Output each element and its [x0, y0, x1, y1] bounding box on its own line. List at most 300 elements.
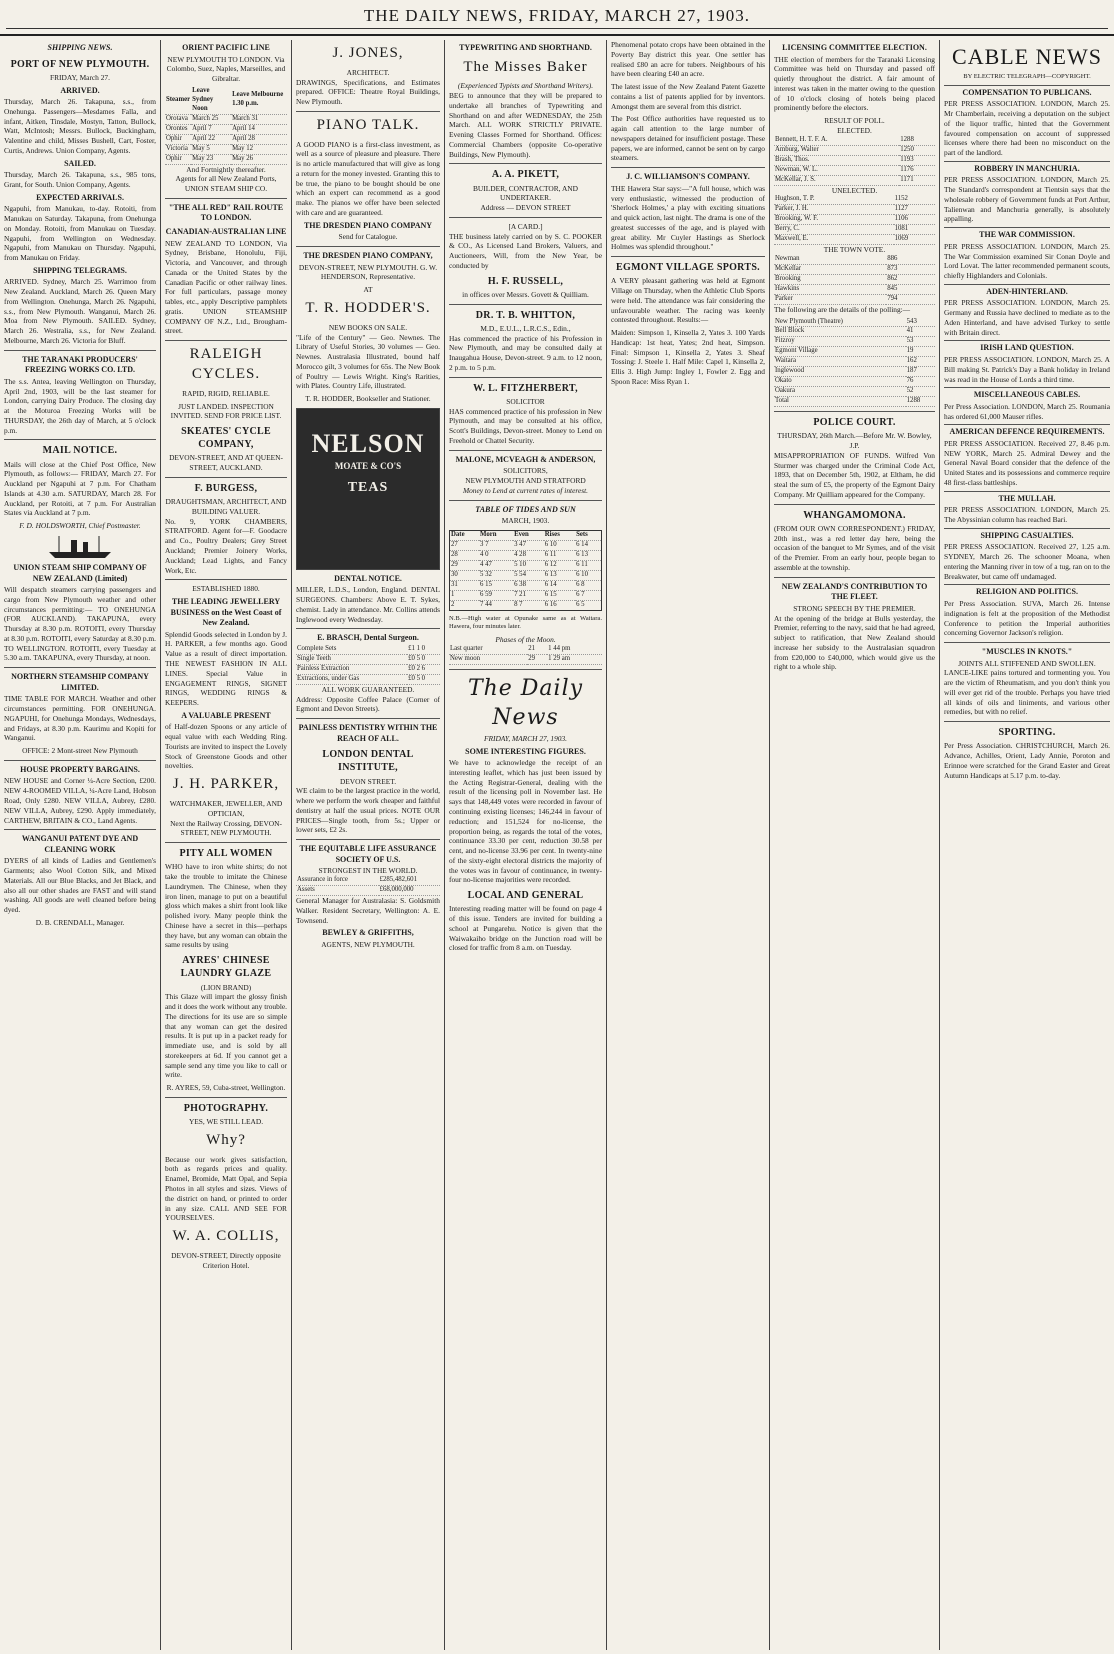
ayres-heading: AYRES' CHINESE LAUNDRY GLAZE — [180, 955, 272, 980]
cable-section — [944, 387, 1110, 421]
table-cell: 1152 — [894, 195, 935, 204]
table-cell: 41 — [906, 327, 935, 337]
text-top: Phenomenal potato crops have been obtained in the Poverty Bay district this year. One settler has realised £80 an acre for tubers. Neighbours of his have been clearing £40 an acre. — [611, 40, 765, 79]
expected-heading: EXPECTED ARRIVALS. — [36, 192, 124, 202]
piano-text: A GOOD PIANO is a first-class investment, as well as a source of pleasure and pleasure. There is no article manufactured that will give as long a return for the money invested. Granting this to be true, the piano to be bought should be one which an expert can recommend as a good make. The pianos we offer have been selected with care and are guaranteed. — [296, 139, 440, 218]
table-cell: 6 59 — [479, 590, 513, 600]
table-cell: Waitara — [774, 357, 906, 367]
tides-heading: TABLE OF TIDES AND SUN — [475, 504, 576, 514]
cable-section — [944, 340, 1110, 384]
orient-agent: Agents for all New Zealand Ports, UNION STEAM SHIP CO. — [175, 174, 277, 194]
townvote-row — [774, 274, 935, 284]
malone-address: NEW PLYMOUTH AND STRATFORD — [465, 476, 586, 486]
table-cell: Assets — [296, 886, 379, 896]
tides-column-header: Rises — [544, 530, 575, 540]
table-cell: Orotava — [165, 114, 191, 124]
tides-note: N.B.—High water at Opunake same as at Waitara. Hawera, four minutes later. — [449, 614, 602, 631]
orient-column-header: Steamer — [165, 87, 191, 114]
cable-section — [944, 424, 1110, 487]
williamson-text: THE Hawera Star says:—"A full house, which was very enthusiastic, witnessed the production of 'Sherlock Holmes,' a play with exciting situations and quick action, last night. The drama is one of the greatest successes of the age, and is played with great ability. Mr Cuyler Hastings as Sherlock Holmes was splendid throughout." — [611, 183, 765, 252]
townvote-heading: THE TOWN VOTE. — [823, 245, 886, 255]
table-cell: 31 — [450, 580, 479, 590]
booth-row — [774, 357, 935, 367]
tides-month: MARCH, 1903. — [501, 516, 550, 526]
dye-sign: D. B. CRENDALL, Manager. — [35, 917, 125, 927]
orient-table-head — [165, 87, 287, 114]
table-cell: Okato — [774, 377, 906, 387]
mail-sign: F. D. HOLDSWORTH, Chief Postmaster. — [19, 521, 141, 531]
divider — [4, 829, 156, 830]
orient-sub: NEW PLYMOUTH TO LONDON. Via Colombo, Suez, Naples, Marseilles, and Gibraltar. — [166, 54, 286, 84]
table-cell: 1069 — [894, 235, 935, 245]
tides-row — [450, 600, 602, 610]
divider — [944, 642, 1110, 643]
masthead-rule — [6, 28, 1108, 29]
elected-label: ELECTED. — [837, 125, 872, 135]
ayres-text: This Glaze will impart the glossy finish and it does the work without any trouble. The directions for its use are so simple that any woman can get the desired results. It is put up in a packet ready for immediate use, and is sold by all storekeepers at 6d. If you cannot get a sample send any time you like to call or write. — [165, 992, 287, 1080]
table-cell: 4 28 — [513, 550, 544, 560]
orient-row — [165, 154, 287, 164]
booth-total-value: 1288 — [906, 397, 935, 407]
table-cell: Brash, Thos. — [774, 155, 899, 165]
table-cell: 21 — [527, 645, 547, 654]
table-cell: £68,000,000 — [379, 886, 440, 896]
divider — [449, 500, 602, 501]
table-cell: 4 47 — [479, 560, 513, 570]
orient-row — [165, 134, 287, 144]
cable-section-text: PER PRESS ASSOCIATION. LONDON, March 25. The Abyssinian column has reached Bari. — [944, 505, 1110, 525]
divider — [296, 839, 440, 840]
table-cell: Parker, J. H. — [774, 205, 894, 215]
skeates-address: DEVON-STREET, AND AT QUEEN-STREET, AUCKLAND. — [169, 453, 283, 473]
dresden2-heading: THE DRESDEN PIANO COMPANY, — [303, 251, 433, 261]
cable-section-heading: IRISH LAND QUESTION. — [944, 340, 1110, 354]
table-cell: Victoria — [165, 144, 191, 154]
table-cell: 187 — [906, 367, 935, 377]
table-cell: 845 — [886, 284, 935, 294]
table-cell: 6 38 — [513, 580, 544, 590]
pikett-address: Address — DEVON STREET — [480, 203, 571, 213]
brasch-note: ALL WORK GUARANTEED. — [321, 684, 415, 694]
taranaki-heading: THE TARANAKI PRODUCERS' FREEZING WORKS CO. LTD. — [22, 354, 138, 375]
arrived-text: Thursday, March 26. Takapuna, s.s., from Onehunga. Passengers—Mesdames Falla, and infant, Aitken, Tinsdale, Mostyn, Tatton, Bullock, Watt, McIntosh; Messrs. Bullock, Buckingham, Valentine and child, Misses Bushell, Cart, Foster, Curtis, Andrews. Union Company, Agents. — [4, 97, 156, 155]
booth-total-row — [774, 397, 935, 407]
table-cell: March 31 — [231, 114, 287, 124]
brasch-price-row — [296, 674, 440, 684]
institute-heading: LONDON DENTAL INSTITUTE, — [322, 749, 414, 774]
equitable-row — [296, 886, 440, 896]
table-cell: 6 11 — [544, 550, 575, 560]
table-cell: Maxwell, E. — [774, 235, 894, 245]
established-line: ESTABLISHED 1880. — [192, 584, 260, 594]
column-2 — [160, 40, 291, 1650]
divider — [165, 842, 287, 843]
townvote-row — [774, 294, 935, 304]
steamship-icon — [45, 534, 115, 560]
table-cell: 2 — [450, 600, 479, 610]
raleigh-words: RAPID, RIGID, RELIABLE. — [182, 388, 270, 398]
fitz-heading: W. L. FITZHERBERT, — [473, 382, 578, 394]
orient-heading: ORIENT PACIFIC LINE — [182, 43, 270, 52]
townvote-row — [774, 264, 935, 274]
unelected-row — [774, 215, 935, 225]
tides-table — [449, 530, 602, 611]
hodder-at: AT — [363, 285, 373, 295]
parker-address: Next the Railway Crossing, DEVON-STREET, NEW PLYMOUTH. — [170, 818, 282, 838]
police-text: MISAPPROPRIATION OF FUNDS. Wilfred Von Sturmer was charged under the Criminal Code Act, 1893, that on December 5th, 1902, at Eltham, he did steal the sum of £5, the property of the Egmont Dairy Company. Mr Quilliam appeared for the Company. — [774, 450, 935, 499]
cable-heading: CABLE NEWS — [952, 44, 1102, 69]
house-heading: HOUSE PROPERTY BARGAINS. — [20, 764, 140, 774]
burgess-heading: F. BURGESS, — [194, 482, 258, 494]
divider — [296, 111, 440, 112]
booth-total-label: Total — [774, 397, 906, 407]
unelected-row — [774, 195, 935, 204]
table-cell: 6 14 — [544, 580, 575, 590]
paper-date: FRIDAY, MARCH 27, 1903. — [483, 733, 568, 743]
table-cell: 6 16 — [544, 600, 575, 610]
table-cell: 886 — [886, 255, 935, 264]
russell-heading: H. F. RUSSELL, — [487, 275, 564, 287]
card-heading: [A CARD.] — [508, 221, 543, 231]
booth-row — [774, 337, 935, 347]
elected-row — [774, 155, 935, 165]
table-cell: 28 — [450, 550, 479, 560]
burgess-text: No. 9, YORK CHAMBERS, STRATFORD. Agent for—F. Goodacre and Co., Poultry Dealers; Grey Street Auckland; Premier Joinery Works, Auckland; Lead Lights, and Fancy Work, Etc. — [165, 516, 287, 575]
divider — [296, 246, 440, 247]
photo-sub: YES, WE STILL LEAD. — [188, 1117, 264, 1127]
table-cell: 1 44 pm — [547, 645, 602, 654]
table-cell: 27 — [450, 540, 479, 550]
knots-sub: JOINTS ALL STIFFENED AND SWOLLEN. — [958, 658, 1096, 668]
orient-row — [165, 114, 287, 124]
table-cell: McKellar — [774, 264, 886, 274]
elected-table — [774, 136, 935, 186]
tides-table-body — [450, 540, 602, 610]
divider — [165, 579, 287, 580]
brasch-price-row — [296, 654, 440, 664]
raleigh-heading: RALEIGH CYCLES. — [189, 346, 263, 382]
egmont-results: Maiden: Simpson 1, Kinsella 2, Yates 3. 100 Yards Handicap: 1st heat, Yates; 2nd heat, Simpson. Final: Simpson 1, Kinsella 2, Yates 3. Sheaf Tossing: J. Steele 1. Half Mile: Capel 1, Kinsella 2, Ellis 3. High Jump: Ingley 1, Fowler 2. Egg and Spoon Race: Miss Ryan 1. — [611, 328, 765, 386]
egmont-text: A VERY pleasant gathering was held at Egmont Village on Thursday, when the Athletic Club Sports were held. The attendance was fair considering the unfavourable weather. The racing was keenly contested throughout. Results:— — [611, 276, 765, 325]
table-cell: Bennett, H. T. F. A. — [774, 136, 899, 145]
cable-section-text: PER PRESS ASSOCIATION. LONDON, March 25. Germany and Russia have declined to mediate as to the Aden Hinterland, and have advised Turkey to settle with Britain direct. — [944, 298, 1110, 337]
townvote-row — [774, 284, 935, 294]
table-cell: Berry, C. — [774, 225, 894, 235]
table-cell: May 5 — [191, 144, 231, 154]
cable-section-heading: THE MULLAH. — [944, 491, 1110, 505]
booth-table — [774, 318, 935, 408]
table-cell: Complete Sets — [296, 645, 407, 654]
dresden-text: Send for Catalogue. — [338, 232, 398, 242]
present-text: of Half-dozen Spoons or any article of equal value with each Wedding Ring. Tourists are invited to inspect the Lovely Stock of Greenstone Goods and other novelties. — [165, 722, 287, 771]
masthead-title: THE DAILY NEWS, FRIDAY, MARCH 27, 1903. — [363, 6, 751, 25]
sporting-text: Per Press Association. CHRISTCHURCH, March 26. Advance, Achilles, Orient, Lady Annie, Poroton and Erinnoe were scratched for the Grand Easter and Great Autumn Handicaps at 5.17 p.m. to-day. — [944, 741, 1110, 780]
skeates-heading: SKEATES' CYCLE COMPANY, — [181, 426, 271, 451]
cable-section-heading: AMERICAN DEFENCE REQUIREMENTS. — [944, 424, 1110, 438]
hodder-sign: T. R. HODDER, Bookseller and Stationer. — [305, 394, 431, 404]
orient-column-header: Leave Sydney Noon — [191, 87, 231, 114]
cable-section-text: Per Press Association. LONDON, March 25. Roumania has ordered 61,000 Mauser rifles. — [944, 401, 1110, 421]
table-cell: Last quarter — [449, 645, 527, 654]
fitz-text: HAS commenced practice of his profession in New Plymouth, and may be consulted at his office, Scott's Buildings, Devon-street. Money to Lend on Freehold or Chattel Security. — [449, 406, 602, 445]
local-heading: LOCAL AND GENERAL — [467, 890, 584, 902]
table-cell: 1171 — [899, 175, 935, 185]
tides-column-header: Sets — [575, 530, 601, 540]
divider — [449, 163, 602, 164]
table-cell: 19 — [906, 347, 935, 357]
nelson-logo-text: NELSON — [311, 428, 425, 458]
whitton-sub: M.D., E.U.L., L.R.C.S., Edin., — [480, 323, 571, 333]
column-1 — [0, 40, 160, 1650]
knots-heading: "MUSCLES IN KNOTS." — [981, 647, 1073, 657]
orient-table — [165, 87, 287, 165]
table-cell: Extractions, under Gas — [296, 674, 407, 684]
contribution-text: At the opening of the bridge at Bulls yesterday, the Premier, referring to the navy, said that he had agreed, subject to ratification, that New Zealand should increase her subsidy to the Australasian squadron from £20,000 to £40,000, which would give us the right to a whole ship. — [774, 613, 935, 672]
booth-row — [774, 387, 935, 397]
photo-why: Why? — [206, 1131, 246, 1148]
cable-section-heading: THE WAR COMMISSION. — [944, 227, 1110, 241]
table-cell: Amburg, Walter — [774, 145, 899, 155]
jones-heading: J. JONES, — [332, 45, 404, 61]
table-cell: £1 1 0 — [407, 645, 440, 654]
dresden-heading: THE DRESDEN PIANO COMPANY — [303, 220, 433, 230]
telegrams-text: ARRIVED. Sydney, March 25. Warrimoo from New Zealand. Auckland, March 26. Queen Mary from Wellington. Onehunga, March 26. Ngapuhi, s.s., from New Plymouth. Wanganui, March 26. Moa from New Plymouth. SAILED. Sydney, March 26. Westralia, s.s., for New Zealand. Melbourne, March 26. Victoria for Bluff. — [4, 277, 156, 345]
brasch-address: Address: Opposite Coffee Palace (Corner of Egmont and Devon Streets). — [296, 694, 440, 714]
orient-note: And Fortnightly thereafter. — [186, 164, 266, 174]
moon-table — [449, 645, 602, 665]
malone-heading: MALONE, MCVEAGH & ANDERSON, — [455, 454, 596, 464]
tides-row — [450, 580, 602, 590]
egmont-heading: EGMONT VILLAGE SPORTS. — [616, 262, 760, 274]
orient-row — [165, 124, 287, 134]
cable-section — [944, 491, 1110, 525]
booth-row — [774, 347, 935, 357]
cable-section-heading: SHIPPING CASUALTIES. — [944, 528, 1110, 542]
port-heading: PORT OF NEW PLYMOUTH. — [10, 58, 150, 70]
sailed-heading: SAILED. — [64, 158, 96, 168]
police-heading: POLICE COURT. — [813, 417, 896, 429]
column-5 — [606, 40, 769, 1650]
photo-text: Because our work gives satisfaction, both as regards prices and quality. Enamel, Bromide, Matt Opal, and Sepia Photos in all styles and sizes. Views of the district on hand, or printed to order in any size. CALL AND SEE FOR YOURSELVES. — [165, 1154, 287, 1223]
brasch-heading: E. BRASCH, Dental Surgeon. — [317, 633, 419, 643]
usc-heading: UNION STEAM SHIP COMPANY OF NEW ZEALAND (Limited) — [13, 563, 147, 583]
divider — [165, 477, 287, 478]
arrived-heading: ARRIVED. — [60, 85, 100, 95]
cable-section — [944, 528, 1110, 582]
table-cell: Fitzroy — [774, 337, 906, 347]
divider — [296, 628, 440, 629]
cable-sections — [944, 85, 1110, 638]
table-cell: 162 — [906, 357, 935, 367]
dye-heading: WANGANUI PATENT DYE AND CLEANING WORK — [21, 834, 139, 854]
whitton-text: Has commenced the practice of his Profession in New Plymouth, and may be consulted daily at Inaugahua House, Devon-street. 9 a.m. to 12 noon, 2 p.m. to 5 p.m. — [449, 333, 602, 372]
table-cell: 6 11 — [575, 560, 601, 570]
table-cell: May 23 — [191, 154, 231, 164]
pity-heading: PITY ALL WOMEN — [179, 848, 273, 860]
table-cell: 6 10 — [575, 570, 601, 580]
table-cell: 5 54 — [513, 570, 544, 580]
table-cell: Brooking, W. F. — [774, 215, 894, 225]
divider — [4, 439, 156, 440]
photo-heading: PHOTOGRAPHY. — [183, 1102, 269, 1114]
divider — [449, 304, 602, 305]
table-cell: April 14 — [231, 124, 287, 134]
divider — [165, 1097, 287, 1098]
baker-sub: (Experienced Typists and Shorthand Writers). — [457, 81, 594, 91]
table-cell: £0 5 0 — [407, 654, 440, 664]
table-cell: 6 8 — [575, 580, 601, 590]
table-cell: Ophir — [165, 134, 191, 144]
cable-section-heading: ADEN-HINTERLAND. — [944, 284, 1110, 298]
divider — [296, 718, 440, 719]
whitton-heading: DR. T. B. WHITTON, — [475, 309, 576, 321]
elected-row — [774, 136, 935, 145]
table-cell: Orontes — [165, 124, 191, 134]
canadian-heading: CANADIAN-AUSTRALIAN LINE — [165, 226, 287, 236]
cable-section — [944, 161, 1110, 224]
shipping-heading: SHIPPING NEWS. — [47, 43, 113, 52]
cable-section — [944, 584, 1110, 638]
usc-text: Will despatch steamers carrying passengers and cargo from New Plymouth weather and other circumstances permitting:— TO ONEHUNGA (FOR AUCKLAND). TAKAPUNA, every Thursday at 8.30 p.m. ROTOITI, every Thursday at 8.30 p.m. ROTOITI, every Saturday at 8.30 p.m. TO WELLINGTON. ROTOITI, every Tuesday at 5.30 a.m. TAKAPUNA, every Thursday, at noon. — [4, 585, 156, 663]
table-cell: 6 15 — [544, 590, 575, 600]
table-cell: 1193 — [899, 155, 935, 165]
column-3 — [291, 40, 444, 1650]
table-cell: 6 10 — [544, 540, 575, 550]
local-text: Interesting reading matter will be found on page 4 of this issue. Tenders are invited for building a school at Pungarehu. Notice is given that the Waiwakaiho bridge on the Junction road will be closed for traffic from 8 a.m. on Tuesday. — [449, 904, 602, 953]
bewley-heading: BEWLEY & GRIFFITHS, — [322, 928, 414, 938]
table-cell: £0 5 0 — [407, 674, 440, 684]
expected-text: Ngapuhi, from Manukau, to-day. Rotoiti, from Manukau on Saturday. Takapuna, from Onehunga on Monday. Rotoiti, from Manukau on Tuesday. Ngapuhi, from Wellington on Wednesday. Ngapuhi, from Manukau on Thursday. Ngapuhi, from Manukau on Friday. — [4, 204, 156, 263]
cable-section-text: Per Press Association. SUVA, March 26. Intense indignation is felt at the proposition of the Methodist Conference to petition the Imperial authorities concerning Governor Jackson's religion. — [944, 599, 1110, 638]
divider — [4, 350, 156, 351]
cable-section-text: PER PRESS ASSOCIATION. LONDON, March 25. A Bill making St. Patrick's Day a Bank holiday in Ireland was read in the House of Lords a third time. — [944, 355, 1110, 384]
cable-section-heading: COMPENSATION TO PUBLICANS. — [944, 85, 1110, 99]
table-cell: 862 — [886, 274, 935, 284]
pity-text: WHO have to iron white shirts; do not take the trouble to imitate the Chinese Laundrymen. The Chinese, when they iron linen, manage to put on a beautiful gloss which makes a shirt front look like polished ivory. Many people think the Chinese have a secret in this—perhaps they have, but any woman can obtain the same results by using — [165, 862, 287, 950]
typewriting-heading: TYPEWRITING AND SHORTHAND. — [459, 43, 592, 52]
cable-section — [944, 227, 1110, 281]
dye-text: DYERS of all kinds of Ladies and Gentlemen's Garments; also Wool Cotton Silk, and Mixed Materials. All our Blue Blacks, and Jet Black, and also all our other shades are FAST and will stand washing. All goods are well cleaned before being dyed. — [4, 856, 156, 915]
tides-table-head — [450, 530, 602, 540]
contribution-sub: STRONG SPEECH BY THE PREMIER. — [793, 603, 916, 613]
text-top-3: The Post Office authorities have requested us to again call attention to the large number of newspapers detained for insufficient postage. These papers, we are informed, cannot be sent on by cargo steamers. — [611, 114, 765, 163]
malone-sub: SOLICITORS, — [503, 466, 548, 476]
table-cell: 4 0 — [479, 550, 513, 560]
moon-phase-row — [449, 654, 602, 664]
sporting-heading: SPORTING. — [998, 727, 1056, 739]
tides-column-header: Morn — [479, 530, 513, 540]
divider — [165, 340, 287, 341]
equitable-table — [296, 876, 440, 896]
table-cell: 7 21 — [513, 590, 544, 600]
table-cell: Oakura — [774, 387, 906, 397]
table-cell: 1081 — [894, 225, 935, 235]
table-cell: 3 7 — [479, 540, 513, 550]
divider — [944, 721, 1110, 722]
booth-row — [774, 327, 935, 337]
pikett-sub: BUILDER, CONTRACTOR, AND UNDERTAKER. — [473, 183, 578, 203]
equitable-row — [296, 876, 440, 885]
cable-section-heading: ROBBERY IN MANCHURIA. — [944, 161, 1110, 175]
orient-table-body — [165, 114, 287, 164]
elected-row — [774, 175, 935, 185]
piano-heading: PIANO TALK. — [316, 116, 420, 133]
table-cell: 1176 — [899, 165, 935, 175]
divider — [449, 669, 602, 670]
table-cell: 1 29 am — [547, 654, 602, 664]
orient-column-header: Leave Melbourne 1.30 p.m. — [231, 87, 287, 114]
office-line: OFFICE: 2 Mont-street New Plymouth — [22, 746, 138, 756]
taranaki-text: The s.s. Antea, leaving Wellington on Thursday, April 2nd, 1903, will be the last steamer for London, carrying Dairy Produce. The closing day at the Moturoa Freezing Works will be THURSDAY, the 26th day of March, at 5 o'clock p.m. — [4, 376, 156, 435]
cable-section-heading: RELIGION AND POLITICS. — [944, 584, 1110, 598]
table-cell: April 28 — [231, 134, 287, 144]
russell-text: in offices over Messrs. Govett & Quilliam. — [462, 289, 589, 299]
table-cell: 1 — [450, 590, 479, 600]
cable-section — [944, 85, 1110, 158]
cable-section-text: PER PRESS ASSOCIATION. LONDON, March 25. Mr Chamberlain, receiving a deputation on the subject of the liquor traffic, hinted that the Government favoured compensation on account of suppressed licenses where there had been no misconduct on the part of the landlord. — [944, 99, 1110, 158]
cable-section-heading: MISCELLANEOUS CABLES. — [944, 387, 1110, 401]
divider — [165, 198, 287, 199]
table-cell: 5 10 — [513, 560, 544, 570]
table-cell: Inglewood — [774, 367, 906, 377]
elected-row — [774, 145, 935, 155]
table-cell: 53 — [906, 337, 935, 347]
table-cell: 1106 — [894, 215, 935, 225]
table-cell: 76 — [906, 377, 935, 387]
dental-text: MILLER, L.D.S., London, England. DENTAL SURGEONS. Chambers: Above E. T. Sykes, chemist. Lady in attendance. Mr. Collins attends Inglewood every Wednesday. — [296, 585, 440, 624]
dresden2-address: DEVON-STREET, NEW PLYMOUTH. G. W. HENDERSON, Representative. — [298, 262, 438, 282]
house-text: NEW HOUSE and Corner ¼-Acre Section, £200. NEW 4-ROOMED VILLA, ¼-Acre Land, Hobson Road, Only £280. NEW VILLA, Aubrey, £280. NEW VILLA, Aubrey, £290. Apply immediately, CARTHEW, BRITAIN & CO., Land Agents. — [4, 776, 156, 825]
card-text: THE business lately carried on by S. C. POOKER & CO., As Licensed Land Brokers, Valuers, and Auctioneers, Will, from the New Year, be conducted by — [449, 231, 602, 271]
divider — [611, 256, 765, 257]
burgess-sub: DRAUGHTSMAN, ARCHITECT, AND BUILDING VALUER. — [165, 497, 287, 516]
table-cell: 6 14 — [575, 540, 601, 550]
table-cell: Egmont Village — [774, 347, 906, 357]
tides-row — [450, 570, 602, 580]
hodder-text: "Life of the Century" — Geo. Newnes. The Library of Useful Stories, 30 volumes — Geo. Newnes. Australasia Illustrated, bound half Morocco gilt, 3 volumes for 65s. The New Book of Poultry — Lewis Wright. King's Rarities, with Plates. Country Life, illustrated. — [296, 332, 440, 391]
table-cell: New moon — [449, 654, 527, 664]
table-cell: 6 7 — [575, 590, 601, 600]
mail-heading: MAIL NOTICE. — [42, 445, 118, 457]
table-cell: 6 13 — [544, 570, 575, 580]
table-cell: Hughson, T. P. — [774, 195, 894, 204]
institute-address: DEVON STREET. — [339, 776, 397, 786]
brasch-prices — [296, 645, 440, 685]
whanga-text: (FROM OUR OWN CORRESPONDENT.) FRIDAY, 20th inst., was a red letter day here, being the occasion of the banquet to Mr Symes, and of the visit of the Premier. From an early hour, people began to assemble at the township. — [774, 523, 935, 573]
equitable-sub: STRONGEST IN THE WORLD. — [318, 866, 418, 876]
result-heading: RESULT OF POLL. — [824, 116, 885, 126]
orient-row — [165, 144, 287, 154]
tides-row — [450, 590, 602, 600]
hodder-heading: T. R. HODDER'S. — [305, 299, 431, 316]
table-cell: Single Teeth — [296, 654, 407, 664]
table-cell: Hawkins — [774, 284, 886, 294]
tides-column-header: Even — [513, 530, 544, 540]
paper-title: The Daily News — [467, 675, 584, 730]
moon-phase-row — [449, 645, 602, 654]
booth-row — [774, 318, 935, 327]
cable-section-text: PER PRESS ASSOCIATION. LONDON, March 25. The War Commission examined Sir Conan Doyle and Lord Lovat. The latter recommended permanent scouts, chiefly Highlanders and Colonials. — [944, 241, 1110, 281]
jones-text: DRAWINGS, Specifications, and Estimates prepared. OFFICE: Theatre Royal Buildings, New Plymouth. — [296, 77, 440, 107]
table-cell: Brooking — [774, 274, 886, 284]
divider — [774, 577, 935, 578]
divider — [774, 411, 935, 412]
figures-heading: SOME INTERESTING FIGURES. — [465, 746, 586, 756]
divider — [449, 377, 602, 378]
table-cell: 873 — [886, 264, 935, 274]
malone-text: Money to Lend at current rates of interest. — [462, 485, 589, 495]
table-cell: May 26 — [231, 154, 287, 164]
